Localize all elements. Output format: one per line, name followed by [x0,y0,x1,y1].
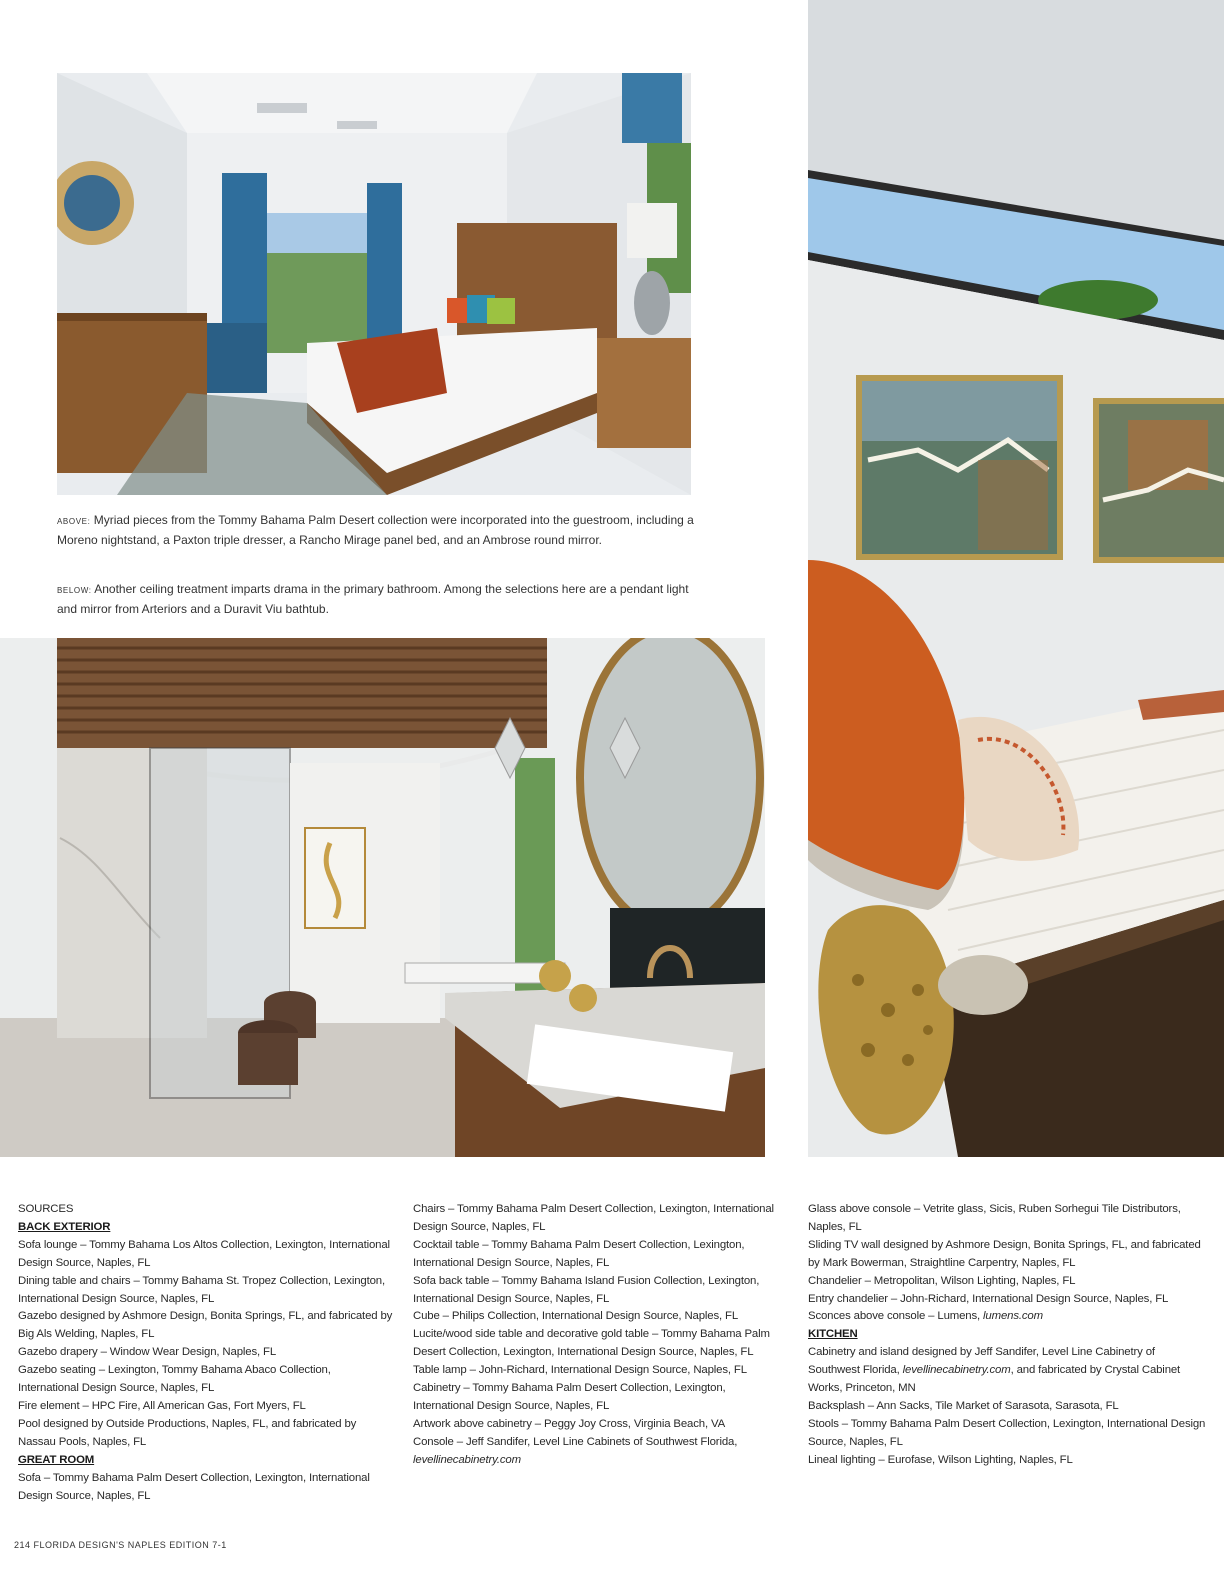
source-entry [413,1326,789,1362]
caption-below [57,580,697,618]
source-entry-text: Sofa – Tommy Bahama Palm Desert Collection, Lexington, International Design Source, Naples, FL [18,1471,370,1502]
source-link[interactable]: levellinecabinetry.com [413,1453,521,1466]
sources-column-1 [18,1201,394,1505]
source-entry [18,1416,394,1452]
source-entry-text: Pool designed by Outside Productions, Naples, FL, and fabricated by Nassau Pools, Naples, FL [18,1417,357,1448]
section-heading: BACK EXTERIOR [18,1220,111,1233]
sources-column-3-body [808,1201,1208,1470]
bathroom-photo [0,638,765,1157]
source-entry-text: Cocktail table – Tommy Bahama Palm Desert Collection, Lexington, International Design Source, Naples, FL [413,1238,745,1269]
source-entry-text: Sliding TV wall designed by Ashmore Design, Bonita Springs, FL, and fabricated by Mark Bowerman, Straightline Carpentry, Naples, FL [808,1238,1201,1269]
source-entry [808,1201,1208,1237]
source-link[interactable]: lumens.com [983,1310,1043,1323]
source-entry-text: Sconces above console – Lumens, [808,1310,981,1323]
source-entry [18,1273,394,1309]
source-entry-text: Chairs – Tommy Bahama Palm Desert Collection, Lexington, International Design Source, Naples, FL [413,1203,774,1233]
source-entry-text: Cube – Philips Collection, International Design Source, Naples, FL [413,1310,739,1323]
caption-below-text: Another ceiling treatment imparts drama in the primary bathroom. Among the selections here are a pendant light and mirror from Arteriors and a Duravit Viu bathtub. [57,582,689,616]
source-entry [808,1398,1208,1416]
source-entry-text: Sofa lounge – Tommy Bahama Los Altos Collection, Lexington, International Design Source, Naples, FL [18,1238,390,1269]
source-entry [18,1398,394,1416]
caption-above [57,511,697,549]
sources-column-1-body [18,1219,394,1506]
source-entry [413,1380,789,1416]
source-entry [808,1452,1208,1470]
source-entry-text: Console – Jeff Sandifer, Level Line Cabinets of Southwest Florida, [413,1435,738,1448]
source-entry [18,1362,394,1398]
source-entry-text: Dining table and chairs – Tommy Bahama St. Tropez Collection, Lexington, International Design Source, Naples, FL [18,1274,385,1305]
sources-column-2-body [413,1201,789,1470]
source-entry [413,1362,789,1380]
source-entry-text: Lineal lighting – Eurofase, Wilson Lighting, Naples, FL [808,1453,1073,1466]
page-footer [14,1540,227,1550]
source-entry-text: Lucite/wood side table and decorative gold table – Tommy Bahama Palm Desert Collection, Lexington, International Design Source, Naples, FL [413,1328,770,1359]
source-entry-text: Cabinetry – Tommy Bahama Palm Desert Collection, Lexington, International Design Source, Naples, FL [413,1382,726,1412]
source-entry-text: Gazebo drapery – Window Wear Design, Naples, FL [18,1346,277,1359]
source-entry [808,1308,1208,1326]
source-entry-tail: , and fabricated by Crystal Cabinet Works, Princeton, MN [808,1364,1181,1395]
caption-above-label: ABOVE: [57,517,91,526]
source-entry-text: Sofa back table – Tommy Bahama Island Fusion Collection, Lexington, International Design Source, Naples, FL [413,1274,760,1305]
source-entry [808,1237,1208,1273]
sources-title: SOURCES [18,1203,74,1215]
publication-name: FLORIDA DESIGN'S NAPLES EDITION 7-1 [33,1540,227,1550]
sources-column-2 [413,1201,789,1470]
source-entry-text: Entry chandelier – John-Richard, International Design Source, Naples, FL [808,1292,1169,1305]
sources-column-3 [808,1201,1208,1470]
source-entry [413,1308,789,1326]
source-entry-text: Glass above console – Vetrite glass, Sicis, Ruben Sorhegui Tile Distributors, Naples, FL [808,1203,1181,1233]
source-entry-text: Artwork above cabinetry – Peggy Joy Cross, Virginia Beach, VA [413,1417,726,1430]
source-entry-text: Gazebo seating – Lexington, Tommy Bahama Abaco Collection, International Design Source, Naples, FL [18,1364,331,1395]
source-entry [18,1308,394,1344]
source-entry [413,1237,789,1273]
source-entry-text: Gazebo designed by Ashmore Design, Bonita Springs, FL, and fabricated by Big Als Welding, Naples, FL [18,1310,393,1341]
source-entry [413,1273,789,1309]
source-entry [18,1344,394,1362]
page-number: 214 [14,1540,31,1550]
caption-above-text: Myriad pieces from the Tommy Bahama Palm Desert collection were incorporated into the guestroom, including a Moreno nightstand, a Paxton triple dresser, a Rancho Mirage panel bed, and an Ambrose round mirror. [57,513,694,547]
source-entry [808,1344,1208,1398]
source-entry [413,1201,789,1237]
section-heading: KITCHEN [808,1328,858,1341]
source-entry-text: Fire element – HPC Fire, All American Gas, Fort Myers, FL [18,1399,306,1412]
source-link[interactable]: levellinecabinetry.com [902,1364,1011,1377]
source-entry [413,1434,789,1470]
source-entry [413,1416,789,1434]
source-entry [808,1273,1208,1291]
bedroom-detail-photo [808,0,1224,1157]
source-entry-text: Cabinetry and island designed by Jeff Sandifer, Level Line Cabinetry of Southwest Florida, [808,1346,1155,1377]
source-entry [18,1470,394,1506]
source-entry [808,1291,1208,1309]
source-entry-text: Chandelier – Metropolitan, Wilson Lighting, Naples, FL [808,1274,1076,1287]
section-heading: GREAT ROOM [18,1453,95,1466]
source-entry-text: Stools – Tommy Bahama Palm Desert Collection, Lexington, International Design Source, Naples, FL [808,1417,1206,1448]
source-entry-text: Table lamp – John-Richard, International Design Source, Naples, FL [413,1364,747,1377]
guestroom-photo [57,73,691,495]
caption-below-label: BELOW: [57,586,92,595]
source-entry [18,1237,394,1273]
source-entry-text: Backsplash – Ann Sacks, Tile Market of Sarasota, Sarasota, FL [808,1399,1119,1412]
source-entry [808,1416,1208,1452]
